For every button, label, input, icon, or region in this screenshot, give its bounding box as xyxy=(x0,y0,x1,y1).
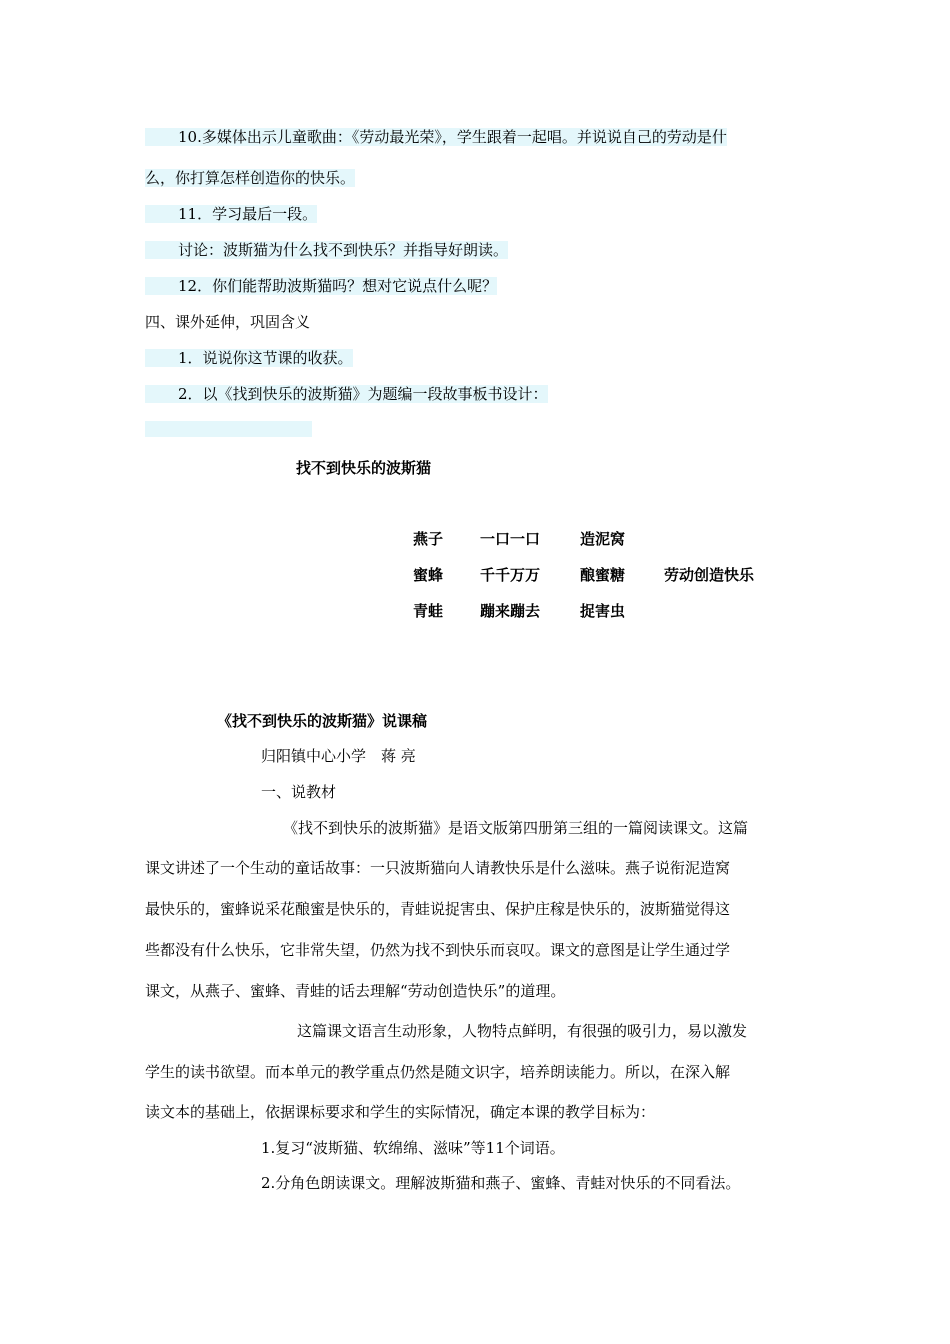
step-11-line xyxy=(145,203,317,225)
board-action-bee: 酿蜜糖 xyxy=(580,566,626,584)
discussion-line xyxy=(145,239,508,261)
goal-2: 2.分角色朗读课文。理解波斯猫和燕子、蜜蜂、青蛙对快乐的不同看法。 xyxy=(261,1174,741,1192)
board-action-swallow: 造泥窝 xyxy=(580,530,626,548)
board-animal-bee: 蜜蜂 xyxy=(413,566,444,584)
paragraph-2-line-3: 读文本的基础上，依据课标要求和学生的实际情况，确定本课的教学目标为： xyxy=(145,1103,656,1121)
board-animal-swallow: 燕子 xyxy=(413,530,444,548)
extension-1-text: 1．说说你这节课的收获。 xyxy=(145,349,353,367)
paragraph-1-line-4: 些都没有什么快乐，它非常失望，仍然为找不到快乐而哀叹。课文的意图是让学生通过学 xyxy=(145,941,731,959)
draft-author: 归阳镇中心小学 蒋 亮 xyxy=(261,747,416,765)
step-11-text: 11．学习最后一段。 xyxy=(145,205,317,223)
board-manner-bee: 千千万万 xyxy=(480,566,541,584)
step-12-line xyxy=(145,275,497,297)
board-manner-swallow: 一口一口 xyxy=(480,530,541,548)
discussion-text: 讨论：波斯猫为什么找不到快乐？并指导好朗读。 xyxy=(145,241,508,259)
step-10-text-cont: 么，你打算怎样创造你的快乐。 xyxy=(145,169,356,187)
paragraph-1-line-5: 课文，从燕子、蜜蜂、青蛙的话去理解“劳动创造快乐”的道理。 xyxy=(145,982,566,1000)
step-12-text: 12．你们能帮助波斯猫吗？想对它说点什么呢？ xyxy=(145,277,497,295)
draft-title: 《找不到快乐的波斯猫》说课稿 xyxy=(217,712,428,730)
section-4-heading xyxy=(145,311,310,333)
extension-2-text: 2．以《找到快乐的波斯猫》为题编一段故事板书设计： xyxy=(145,385,548,403)
highlight-bar xyxy=(145,421,312,437)
extension-2-line xyxy=(145,383,548,405)
goal-1: 1.复习“波斯猫、软绵绵、滋味”等11个词语。 xyxy=(261,1139,565,1157)
paragraph-2-line-1: 这篇课文语言生动形象，人物特点鲜明，有很强的吸引力，易以激发 xyxy=(297,1022,748,1040)
paragraph-2-line-2: 学生的读书欲望。而本单元的教学重点仍然是随文识字，培养朗读能力。所以，在深入解 xyxy=(145,1063,731,1081)
step-10-text: 10.多媒体出示儿童歌曲：《劳动最光荣》，学生跟着一起唱。并说说自己的劳动是什 xyxy=(145,128,727,146)
paragraph-1-line-2: 课文讲述了一个生动的童话故事：一只波斯猫向人请教快乐是什么滋味。燕子说衔泥造窝 xyxy=(145,859,731,877)
paragraph-1-line-3: 最快乐的，蜜蜂说采花酿蜜是快乐的，青蛙说捉害虫、保护庄稼是快乐的，波斯猫觉得这 xyxy=(145,900,731,918)
section-4-text: 四、课外延伸，巩固含义 xyxy=(145,313,311,331)
board-title: 找不到快乐的波斯猫 xyxy=(296,459,432,477)
step-10-line-1 xyxy=(145,126,727,148)
extension-1-line xyxy=(145,347,353,369)
board-conclusion: 劳动创造快乐 xyxy=(664,566,755,584)
draft-section-1: 一、说教材 xyxy=(261,783,337,801)
board-action-frog: 捉害虫 xyxy=(580,602,626,620)
step-10-line-2 xyxy=(145,167,355,189)
paragraph-1-line-1: 《找不到快乐的波斯猫》是语文版第四册第三组的一篇阅读课文。这篇 xyxy=(283,819,749,837)
board-animal-frog: 青蛙 xyxy=(413,602,444,620)
board-manner-frog: 蹦来蹦去 xyxy=(480,602,541,620)
